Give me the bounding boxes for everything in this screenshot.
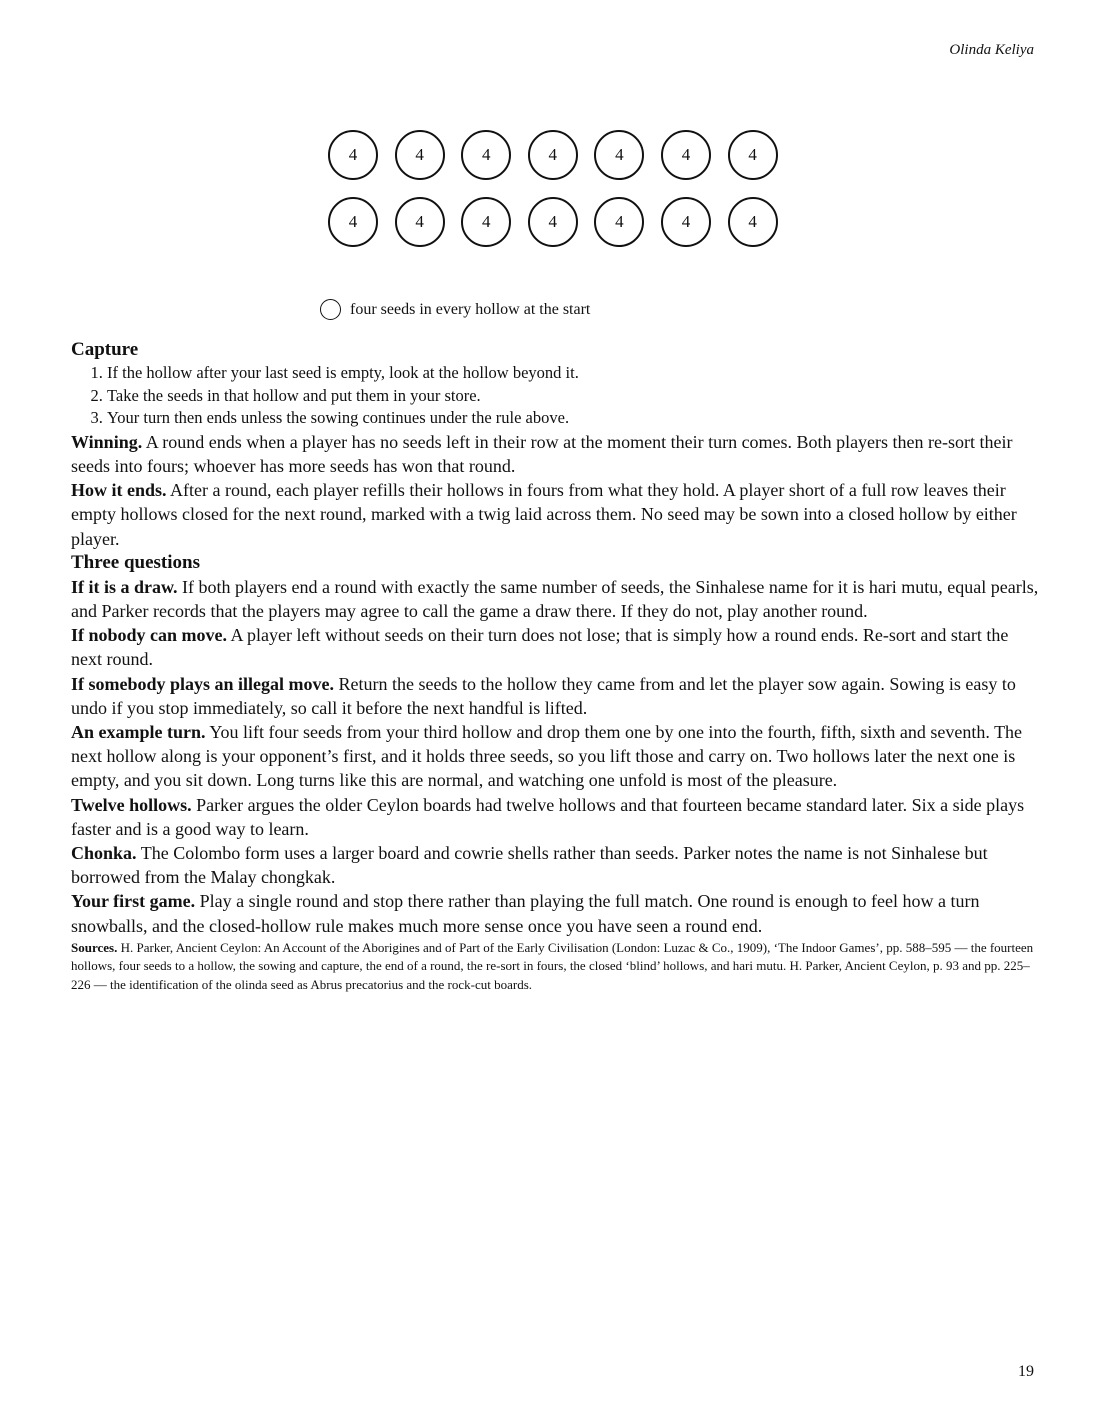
paragraph-text: After a round, each player refills their hollows in fours from what they hold. A player short of a full row leaves their empty hollows closed for the next round, marked with a twig laid across them. No seed may be sown into a closed hollow by either player. bbox=[71, 480, 1017, 549]
capture-heading: Capture bbox=[71, 339, 139, 360]
paragraph-text: If both players end a round with exactly the same number of seeds, the Sinhalese name for it is hari mutu, equal pearls, and Parker records that the players may agree to call the game a draw there. If they do not, play another round. bbox=[71, 576, 1039, 621]
paragraph-lead: An example turn. bbox=[71, 722, 206, 743]
paragraph-lead: If somebody plays an illegal move. bbox=[71, 673, 335, 694]
paragraph-text: Play a single round and stop there rather than playing the full match. One round is enough to feel how a turn snowballs, and the closed-hollow rule makes much more sense once you have seen a round end. bbox=[71, 891, 980, 936]
capture-steps bbox=[71, 362, 1039, 430]
paragraph-text: A round ends when a player has no seeds left in their row at the moment their turn comes. Both players then re-sort their seeds into fours; whoever has more seeds has won that round. bbox=[71, 431, 1013, 476]
sources-lead: Sources. bbox=[71, 939, 118, 955]
capture-step: 2. Take the seeds in that hollow and put them in your store. bbox=[107, 385, 1039, 408]
paragraph-text: A player left without seeds on their turn does not lose; that is simply how a round ends. Re-sort and start the next round. bbox=[71, 625, 1009, 670]
rules-text bbox=[71, 338, 1039, 994]
chonka-paragraph bbox=[71, 841, 1039, 889]
game-board bbox=[328, 130, 778, 247]
paragraph-lead: Twelve hollows. bbox=[71, 794, 192, 815]
paragraph-lead: If it is a draw. bbox=[71, 576, 178, 597]
paragraph-lead: Your first game. bbox=[71, 891, 196, 912]
paragraph-text: You lift four seeds from your third hollow and drop them one by one into the fourth, fifth, sixth and seventh. The next hollow along is your opponent’s first, and it holds three seeds, so you lift those and carry on. Two hollows later the next one is empty, and you sit down. Long turns like this are normal, and watching one unfold is most of the pleasure. bbox=[71, 722, 1023, 791]
hollow-bottom-4: 4 bbox=[528, 197, 578, 247]
hollow-bottom-2: 4 bbox=[395, 197, 445, 247]
paragraph-lead: Chonka. bbox=[71, 843, 137, 864]
hollow-top-6: 4 bbox=[661, 130, 711, 180]
paragraph-lead: If nobody can move. bbox=[71, 625, 228, 646]
twelve-hollows-paragraph bbox=[71, 793, 1039, 841]
paragraph-lead: Winning. bbox=[71, 431, 143, 452]
running-title: Olinda Keliya bbox=[949, 42, 1034, 58]
capture-step: 3. Your turn then ends unless the sowing continues under the rule above. bbox=[107, 407, 1039, 430]
questions-heading: Three questions bbox=[71, 551, 200, 573]
paragraph-text: The Colombo form uses a larger board and cowrie shells rather than seeds. Parker notes the name is not Sinhalese but borrowed from the Malay chongkak. bbox=[71, 843, 988, 888]
hollow-top-5: 4 bbox=[594, 130, 644, 180]
hollow-top-1: 4 bbox=[328, 130, 378, 180]
hollow-top-2: 4 bbox=[395, 130, 445, 180]
how-it-ends-paragraph bbox=[71, 478, 1039, 551]
legend-text: four seeds in every hollow at the start bbox=[350, 300, 591, 318]
draw-paragraph bbox=[71, 575, 1039, 623]
paragraph-lead: How it ends. bbox=[71, 480, 167, 501]
hollow-bottom-7: 4 bbox=[728, 197, 778, 247]
sources-note bbox=[71, 939, 1039, 994]
no-move-paragraph bbox=[71, 623, 1039, 671]
hollow-top-7: 4 bbox=[728, 130, 778, 180]
hollow-top-4: 4 bbox=[528, 130, 578, 180]
page-number: 19 bbox=[1018, 1363, 1034, 1380]
board-legend bbox=[320, 299, 590, 320]
hollow-bottom-6: 4 bbox=[661, 197, 711, 247]
hollow-bottom-3: 4 bbox=[461, 197, 511, 247]
paragraph-text: Return the seeds to the hollow they came from and let the player sow again. Sowing is easy to undo if you stop immediately, so call it before the next handful is lifted. bbox=[71, 673, 1016, 718]
hollow-bottom-1: 4 bbox=[328, 197, 378, 247]
hollow-legend-icon bbox=[320, 299, 341, 320]
illegal-move-paragraph bbox=[71, 672, 1039, 720]
example-turn-paragraph bbox=[71, 720, 1039, 793]
paragraph-text: Parker argues the older Ceylon boards had twelve hollows and that fourteen became standard later. Six a side plays faster and is a good way to learn. bbox=[71, 794, 1025, 839]
capture-step: 1. If the hollow after your last seed is empty, look at the hollow beyond it. bbox=[107, 362, 1039, 385]
winning-paragraph bbox=[71, 430, 1039, 478]
hollow-bottom-5: 4 bbox=[594, 197, 644, 247]
sources-text: H. Parker, Ancient Ceylon: An Account of the Aborigines and of Part of the Early Civilisation (London: Luzac & Co., 1909), ‘The Indoor Games’, pp. 588–595 — the fourteen hollows, four seeds to a hollow, the sowing and capture, the end of a round, the re-sort in fours, the closed ‘blind’ hollows, and hari mutu. H. Parker, Ancient Ceylon, p. 93 and pp. 225–226 — the identification of the olinda seed as Abrus precatorius and the rock-cut boards. bbox=[71, 939, 1034, 992]
hollow-top-3: 4 bbox=[461, 130, 511, 180]
first-game-paragraph bbox=[71, 889, 1039, 937]
